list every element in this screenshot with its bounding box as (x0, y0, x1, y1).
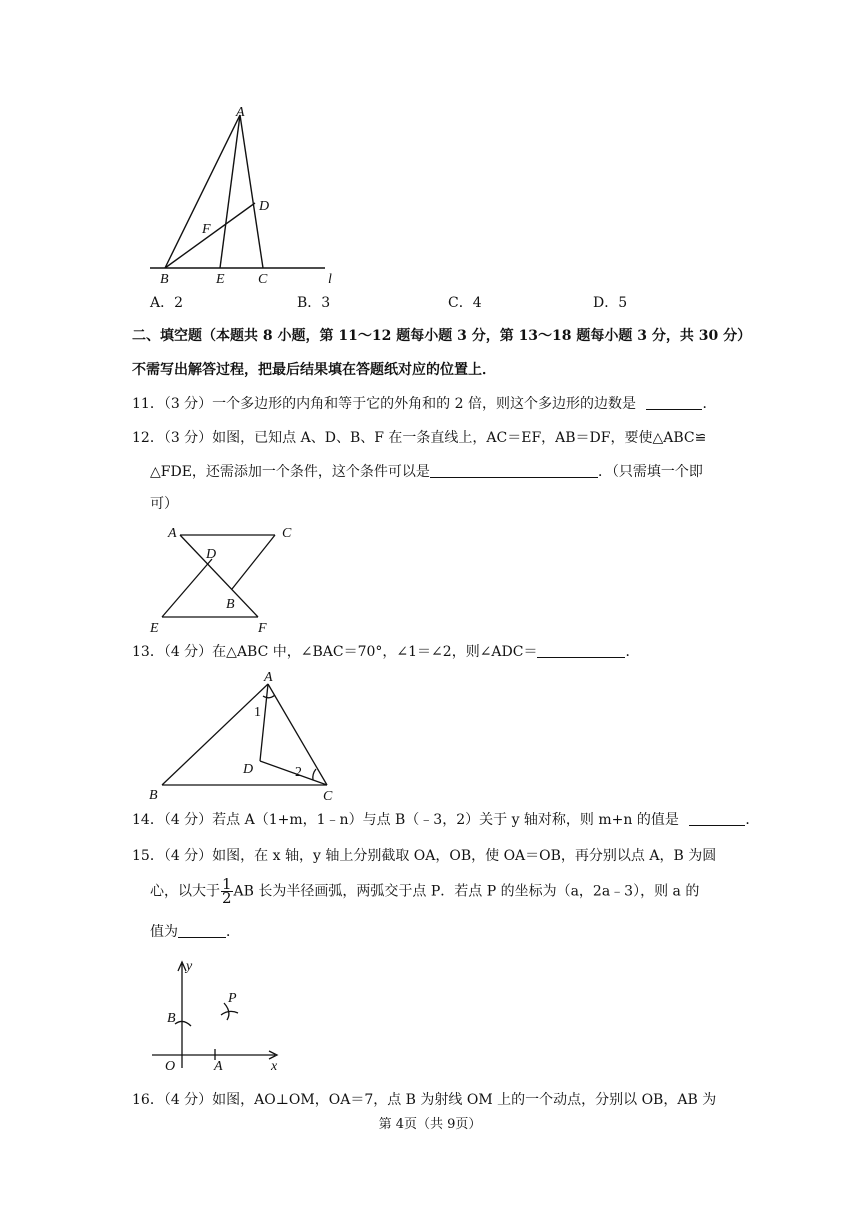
option-b: B．3 (297, 295, 331, 311)
q12-text: △FDE，还需添加一个条件，这个条件可以是 (150, 464, 430, 480)
label-y: y (186, 959, 193, 974)
label-2: 2 (295, 765, 302, 780)
q13-text: 13．（4 分）在△ABC 中，∠BAC＝70°，∠1＝∠2，则∠ADC＝ (132, 644, 538, 660)
label-c: C (258, 272, 268, 287)
label-b: B (226, 597, 235, 612)
q11-text: 11．（3 分）一个多边形的内角和等于它的外角和的 2 倍，则这个多边形的边数是 (132, 396, 636, 412)
q15-answer-blank[interactable] (178, 923, 226, 938)
label-e: E (150, 621, 159, 636)
section-instruction: 不需写出解答过程，把最后结果填在答题纸对应的位置上． (132, 362, 496, 378)
label-p: P (228, 991, 237, 1006)
page-footer: 第 4页（共 9页） (378, 1117, 482, 1132)
label-f: F (202, 222, 211, 237)
label-b: B (160, 272, 169, 287)
label-d: D (243, 762, 254, 777)
question-16: 16．（4 分）如图，AO⊥OM，OA＝7，点 B 为射线 OM 上的一个动点，分别以 OB，AB 为 (132, 1092, 717, 1108)
q11-answer-blank[interactable] (646, 395, 702, 410)
question-15-line2 (150, 875, 700, 907)
q15-text: 心，以大于 (150, 883, 220, 900)
q15-end: ． (226, 924, 240, 940)
question-12-line2 (150, 462, 703, 482)
question-13 (132, 642, 639, 662)
label-x: x (271, 1059, 278, 1074)
label-b: B (167, 1011, 176, 1026)
question-12-line1: 12．（3 分）如图，已知点 A、D、B、F 在一条直线上，AC＝EF，AB＝DF，要使△ABC≌ (132, 430, 707, 446)
label-d: D (259, 199, 270, 214)
segment-ac (240, 115, 263, 268)
figure-q13 (145, 666, 355, 806)
q12-answer-blank[interactable] (430, 463, 598, 478)
question-15-line1: 15．（4 分）如图，在 x 轴，y 轴上分别截取 OA，OB，使 OA＝OB，再分别以点 A，B 为圆 (132, 848, 717, 864)
label-b: B (149, 788, 158, 803)
question-15-line3 (150, 922, 240, 942)
option-d: D．5 (593, 295, 628, 311)
label-a: A (264, 670, 273, 685)
q13-answer-blank[interactable] (537, 643, 625, 658)
q11-end: ． (702, 396, 717, 412)
fraction-one-half: $\frac{1}{2}$ (222, 875, 232, 907)
figure-q10 (140, 100, 360, 290)
question-14 (132, 810, 759, 830)
label-a: A (214, 1059, 223, 1074)
segment-ae (220, 115, 240, 268)
label-f: F (258, 621, 267, 636)
option-a: A．2 (150, 295, 184, 311)
label-c: C (323, 789, 333, 804)
figure-q15 (150, 956, 300, 1076)
q13-end: ． (625, 644, 640, 660)
segment-ab (165, 115, 240, 268)
label-c: C (282, 526, 292, 541)
q14-end: ． (745, 812, 760, 828)
q15-post: AB 长为半径画弧，两弧交于点 P．若点 P 的坐标为（a，2a﹣3），则 a 的 (233, 883, 700, 900)
label-e: E (216, 272, 225, 287)
label-a: A (168, 526, 177, 541)
label-a: A (236, 105, 245, 120)
q14-answer-blank[interactable] (689, 811, 745, 826)
question-12-line3: 可） (150, 496, 178, 512)
option-c: C．4 (448, 295, 482, 311)
q14-text: 14．（4 分）若点 A（1+m，1﹣n）与点 B（﹣3，2）关于 y 轴对称，则 m+n 的值是 (132, 812, 679, 828)
q12-post: ．（只需填一个即 (597, 464, 703, 480)
label-l: l (328, 272, 332, 287)
label-d: D (206, 547, 217, 562)
label-1: 1 (254, 705, 261, 720)
question-11 (132, 394, 716, 414)
section-heading: 二、填空题（本题共 8 小题，第 11～12 题每小题 3 分，第 13～18 题每小题 3 分，共 30 分） (132, 328, 752, 344)
figure-q12 (150, 522, 310, 637)
label-o: O (165, 1059, 176, 1074)
q15-text-end: 值为 (150, 924, 178, 940)
